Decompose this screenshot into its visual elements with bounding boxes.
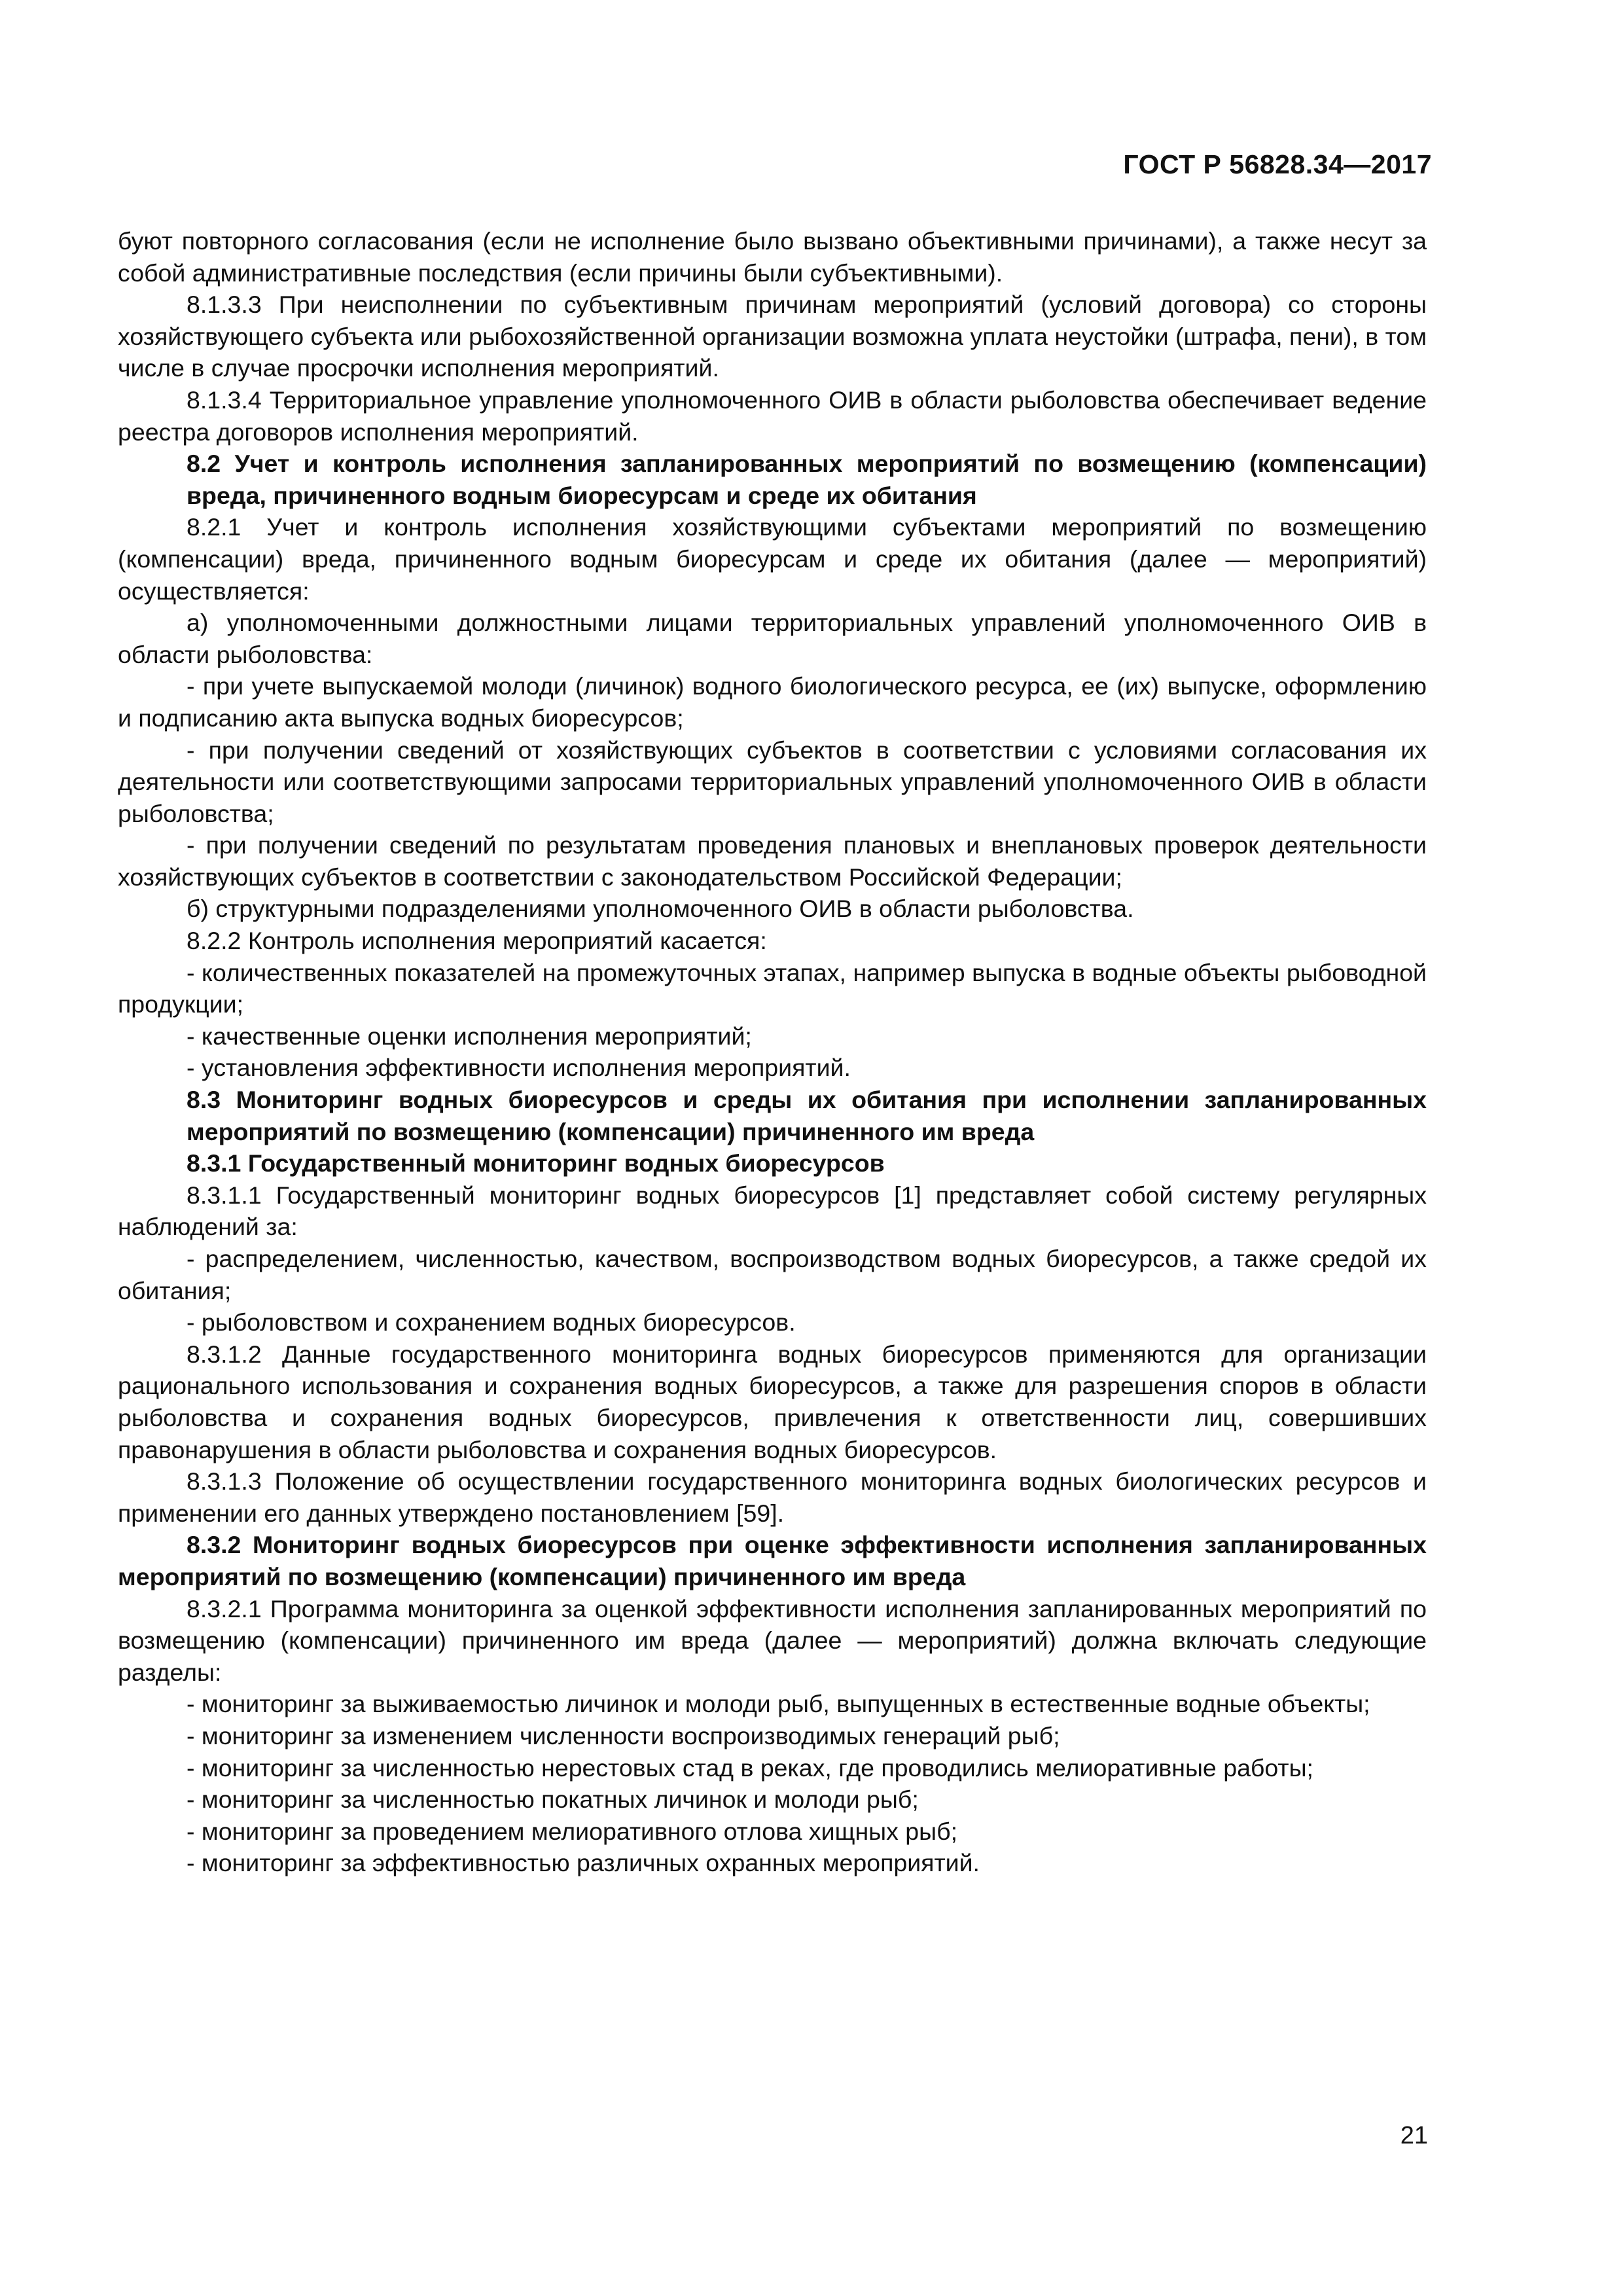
- document-code: ГОСТ Р 56828.34—2017: [1123, 149, 1432, 179]
- paragraph: 8.1.3.3 При неисполнении по субъективным причинам мероприятий (условий договора) со стороны хозяйствующего субъекта или рыбохозяйственной организации возможна уплата неустойки (штрафа, пени), в том числе в случае просрочки исполнения мероприятий.: [118, 291, 1427, 382]
- paragraph: 8.2.2 Контроль исполнения мероприятий касается:: [187, 927, 767, 955]
- document-body: [118, 225, 1427, 1879]
- paragraph: 8.3.1.3 Положение об осуществлении государственного мониторинга водных биологических ресурсов и применении его данных утверждено постановлением [59].: [118, 1467, 1427, 1527]
- paragraph: 8.3.1.1 Государственный мониторинг водных биоресурсов [1] представляет собой систему регулярных наблюдений за:: [118, 1181, 1427, 1241]
- list-item: - распределением, численностью, качеством, воспроизводством водных биоресурсов, а также средой их обитания;: [118, 1245, 1427, 1304]
- subsection-heading-8-3-1: 8.3.1 Государственный мониторинг водных биоресурсов: [187, 1149, 885, 1177]
- page-number: 21: [1400, 2122, 1428, 2149]
- paragraph: а) уполномоченными должностными лицами территориальных управлений уполномоченного ОИВ в области рыболовства:: [118, 609, 1427, 668]
- list-item: - установления эффективности исполнения мероприятий.: [187, 1054, 851, 1082]
- paragraph: 8.2.1 Учет и контроль исполнения хозяйствующими субъектами мероприятий по возмещению (компенсации) вреда, причиненного водным биоресурсам и среде их обитания (далее — мероприятий) осуществляется:: [118, 513, 1427, 605]
- list-item: - мониторинг за изменением численности воспроизводимых генераций рыб;: [187, 1721, 1060, 1749]
- paragraph: буют повторного согласования (если не исполнение было вызвано объективными причинами), а также несут за собой административные последствия (если причины были субъективными).: [118, 227, 1427, 287]
- list-item: - мониторинг за численностью покатных личинок и молоди рыб;: [187, 1785, 919, 1814]
- list-item: - мониторинг за численностью нерестовых стад в реках, где проводились мелиоративные работы;: [187, 1753, 1313, 1782]
- list-item: - при получении сведений от хозяйствующих субъектов в соответствии с условиями согласования их деятельности или соответствующими запросами территориальных управлений уполномоченного ОИВ в области рыболовства;: [118, 736, 1427, 827]
- list-item: - качественные оценки исполнения мероприятий;: [187, 1022, 752, 1050]
- paragraph: 8.3.1.2 Данные государственного мониторинга водных биоресурсов применяются для организации рационального использования и сохранения водных биоресурсов, а также для разрешения споров в области рыболовства и сохранения водных биоресурсов, привлечения к ответственности лиц, совершивших правонарушения в области рыболовства и сохранения водных биоресурсов.: [118, 1340, 1427, 1463]
- list-item: - количественных показателей на промежуточных этапах, например выпуска в водные объекты рыбоводной продукции;: [118, 958, 1427, 1018]
- list-item: - мониторинг за проведением мелиоративного отлова хищных рыб;: [187, 1817, 957, 1845]
- paragraph: 8.3.2.1 Программа мониторинга за оценкой эффективности исполнения запланированных мероприятий по возмещению (компенсации) причиненного им вреда (далее — мероприятий) должна включать следующие разделы:: [118, 1594, 1427, 1686]
- list-item: - рыболовством и сохранением водных биоресурсов.: [187, 1308, 796, 1336]
- subsection-heading-8-3-2: 8.3.2 Мониторинг водных биоресурсов при оценке эффективности исполнения запланированных мероприятий по возмещению (компенсации) причиненного им вреда: [118, 1531, 1427, 1590]
- list-item: - мониторинг за эффективностью различных охранных мероприятий.: [187, 1849, 980, 1877]
- section-heading-8-3: 8.3 Мониторинг водных биоресурсов и среды их обитания при исполнении запланированных мероприятий по возмещению (компенсации) причиненного им вреда: [187, 1086, 1427, 1145]
- list-item: - мониторинг за выживаемостью личинок и молоди рыб, выпущенных в естественные водные объекты;: [187, 1690, 1370, 1718]
- list-item: - при учете выпускаемой молоди (личинок) водного биологического ресурса, ее (их) выпуске, оформлению и подписанию акта выпуска водных биоресурсов;: [118, 672, 1427, 732]
- list-item: - при получении сведений по результатам проведения плановых и внеплановых проверок деятельности хозяйствующих субъектов в соответствии с законодательством Российской Федерации;: [118, 831, 1427, 891]
- paragraph: 8.1.3.4 Территориальное управление уполномоченного ОИВ в области рыболовства обеспечивает ведение реестра договоров исполнения мероприятий.: [118, 386, 1427, 446]
- section-heading-8-2: 8.2 Учет и контроль исполнения запланированных мероприятий по возмещению (компенсации) вреда, причиненного водным биоресурсам и среде их обитания: [187, 450, 1427, 509]
- paragraph: б) структурными подразделениями уполномоченного ОИВ в области рыболовства.: [187, 895, 1134, 923]
